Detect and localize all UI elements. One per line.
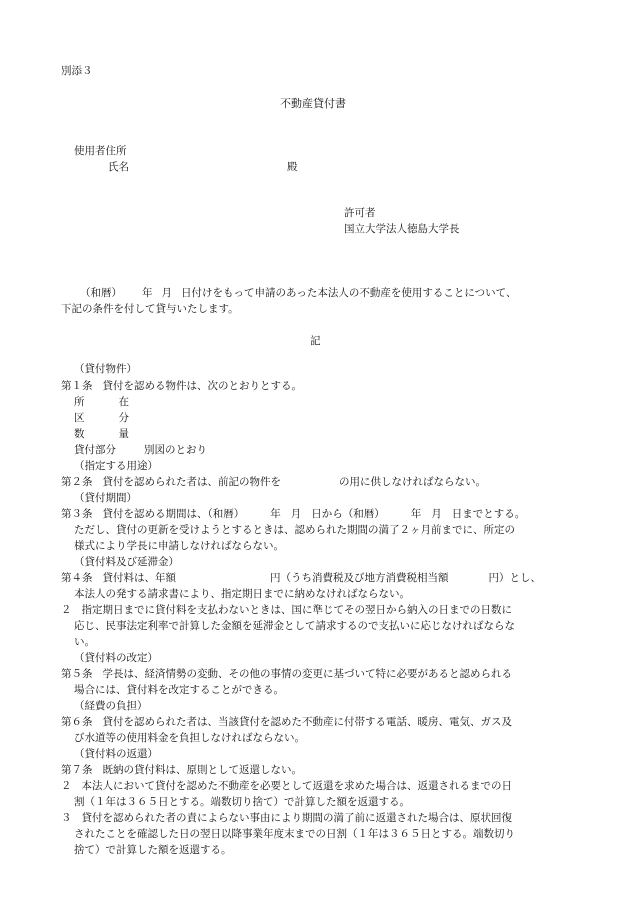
art1-heading: （貸付物件） bbox=[74, 363, 137, 375]
attachment-label: 別添３ bbox=[61, 65, 93, 77]
art7-heading: （貸付料の返還） bbox=[74, 748, 158, 760]
art1-item: 所 在 bbox=[74, 396, 129, 408]
art4-line-1: 第４条 貸付料は、年額 円（うち消費税及び地方消費税相当額 円）とし、 bbox=[61, 572, 541, 584]
art7-p2-line-2: 割（１年は３６５日とする。端数切り捨て）で計算した額を返還する。 bbox=[74, 796, 410, 808]
honorific: 殿 bbox=[287, 161, 298, 173]
intro-line-1 bbox=[80, 288, 516, 299]
user-address-label: 使用者住所 bbox=[74, 145, 127, 157]
art3-heading: （貸付期間） bbox=[74, 492, 137, 504]
user-name-label: 氏名 bbox=[108, 161, 129, 173]
art5-line-2: 場合には、貸付料を改定することができる。 bbox=[74, 684, 284, 696]
art5-num: 第５条 bbox=[61, 668, 93, 680]
intro-month: 月 bbox=[161, 287, 172, 299]
art4-p2-line-1: ２ 指定期日までに貸付料を支払わないときは、国に準じてその翌日から納入の日までの日数に bbox=[61, 604, 512, 616]
intro-era: （和暦） bbox=[80, 287, 122, 299]
art1-line bbox=[61, 381, 302, 392]
art4-p2-line-2: 応じ、民事法定利率で計算した金額を延滞金として請求するので支払いに応じなければならな bbox=[74, 620, 515, 632]
art4-line-2: 本法人の発する請求書により、指定期日までに納めなければならない。 bbox=[74, 588, 410, 600]
art3-num: 第３条 bbox=[61, 508, 93, 520]
art7-num: 第７条 bbox=[61, 764, 93, 776]
art1-item: 数 量 bbox=[74, 428, 129, 440]
art7-p3-line-1: ３ 貸付を認められた者の責によらない事由により期間の満了前に返還された場合は、原状回復 bbox=[61, 812, 512, 824]
art4-heading: （貸付料及び延滞金） bbox=[74, 556, 179, 568]
art1-text: 貸付を認める物件は、次のとおりとする。 bbox=[102, 380, 302, 392]
art6-line-1: 第６条 貸付を認められた者は、当該貸付を認めた不動産に付帯する電話、暖房、電気、ガス及 bbox=[61, 716, 512, 728]
art3-line-1: 第３条 貸付を認める期間は、（和暦） 年 月 日から（和暦） 年 月 日までとする。 bbox=[61, 508, 526, 520]
intro-line-2: 下記の条件を付して貸与いたします。 bbox=[61, 303, 239, 315]
ki-heading: 記 bbox=[310, 335, 321, 347]
licensor-label: 許可者 bbox=[344, 207, 376, 219]
art1-item: 区 分 bbox=[74, 412, 129, 424]
art4-p2-line-3: い。 bbox=[74, 636, 95, 648]
art6-line-2: び水道等の使用料金を負担しなければならない。 bbox=[74, 732, 305, 744]
licensor-name: 国立大学法人徳島大学長 bbox=[344, 223, 460, 235]
art6-heading: （経費の負担） bbox=[74, 700, 148, 712]
document-title: 不動産貸付書 bbox=[280, 97, 346, 110]
art5-heading: （貸付料の改定） bbox=[74, 652, 158, 664]
art7-line-1: 第７条 既納の貸付料は、原則として返還しない。 bbox=[61, 764, 302, 776]
intro-year: 年 bbox=[142, 287, 153, 299]
art3-line-3: 様式により学長に申請しなければならない。 bbox=[74, 540, 284, 552]
art7-p2-line-1: ２ 本法人において貸付を認めた不動産を必要として返還を求めた場合は、返還されるまでの日 bbox=[61, 780, 512, 792]
art5-line-1: 第５条 学長は、経済情勢の変動、その他の事情の変更に基づいて特に必要があると認められる bbox=[61, 668, 512, 680]
intro-text: 日付けをもって申請のあった本法人の不動産を使用することについて、 bbox=[181, 287, 517, 299]
art7-p3-line-3: 捨て）で計算した額を返還する。 bbox=[74, 844, 232, 856]
art6-num: 第６条 bbox=[61, 716, 93, 728]
art2-num: 第２条 bbox=[61, 476, 93, 488]
art2-line: 第２条 貸付を認められた者は、前記の物件を の用に供しなければならない。 bbox=[61, 476, 486, 488]
art3-line-2: ただし、貸付の更新を受けようとするときは、認められた期間の満了２ヶ月前までに、所定の bbox=[74, 524, 515, 536]
art1-part: 貸付部分 別図のとおり bbox=[74, 444, 207, 456]
art4-num: 第４条 bbox=[61, 572, 93, 584]
art2-heading: （指定する用途） bbox=[74, 460, 158, 472]
art1-num: 第１条 bbox=[61, 380, 93, 392]
art7-p3-line-2: されたことを確認した日の翌日以降事業年度末までの日割（１年は３６５日とする。端数切り bbox=[74, 828, 515, 840]
